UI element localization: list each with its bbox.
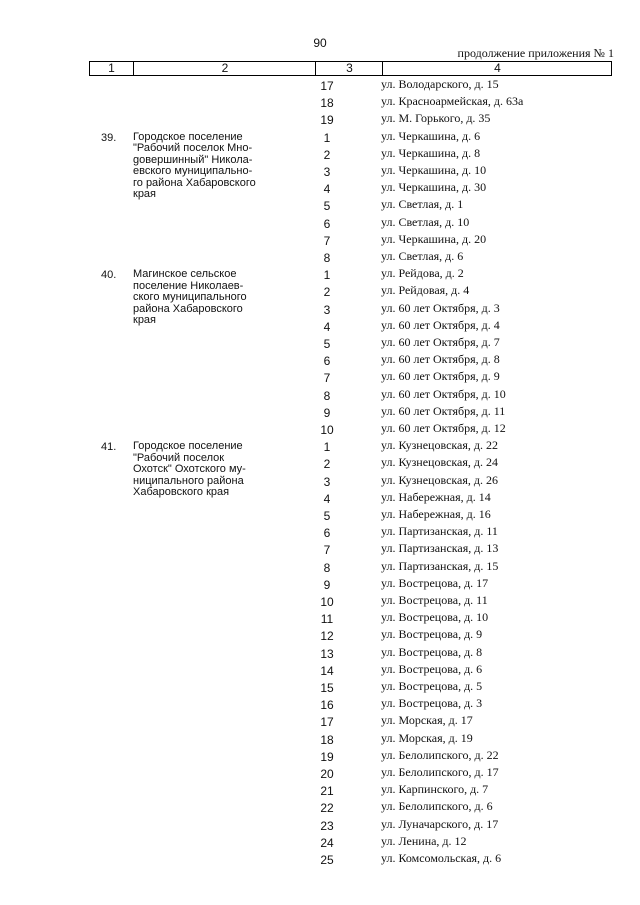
header-col-4: 4 xyxy=(382,62,612,75)
row-number: 6 xyxy=(323,216,331,231)
row-number: 2 xyxy=(323,147,331,162)
row-number: 23 xyxy=(320,818,334,833)
row-number: 4 xyxy=(323,491,331,506)
continuation-label: продолжение приложения № 1 xyxy=(457,46,614,60)
row-number: 8 xyxy=(323,560,331,575)
row-address: ул. Вострецова, д. 10 xyxy=(381,610,489,625)
row-address: ул. Светлая, д. 6 xyxy=(381,249,464,263)
row-number: 3 xyxy=(323,474,331,489)
table-row xyxy=(0,197,640,214)
row-number: 14 xyxy=(320,663,334,678)
table-row xyxy=(0,576,640,593)
row-number: 22 xyxy=(320,801,334,816)
table-row xyxy=(0,765,640,782)
row-number: 24 xyxy=(320,835,334,850)
row-number: 10 xyxy=(320,595,334,609)
row-address: ул. Володарского, д. 15 xyxy=(381,77,499,91)
row-address: ул. Вострецова, д. 9 xyxy=(381,627,483,642)
row-number: 4 xyxy=(323,182,331,197)
table-row xyxy=(0,215,640,232)
row-number: 10 xyxy=(320,423,334,437)
row-address: ул. Светлая, д. 10 xyxy=(381,214,470,229)
row-address: ул. 60 лет Октября, д. 10 xyxy=(381,386,506,401)
row-number: 21 xyxy=(320,784,334,799)
table-row xyxy=(0,473,640,490)
row-address: ул. Черкашина, д. 20 xyxy=(381,231,487,246)
row-address: ул. 60 лет Октября, д. 11 xyxy=(381,403,506,418)
table-row xyxy=(0,731,640,748)
row-number: 2 xyxy=(323,285,331,300)
table-row xyxy=(0,645,640,662)
table-row xyxy=(0,524,640,541)
row-number: 5 xyxy=(323,509,331,523)
row-number: 3 xyxy=(323,165,331,179)
row-address: ул. Морская, д. 17 xyxy=(381,713,473,728)
table-row xyxy=(0,507,640,524)
row-number: 17 xyxy=(320,715,334,730)
table-row xyxy=(0,696,640,713)
row-number: 7 xyxy=(323,371,331,386)
row-number: 4 xyxy=(323,319,331,334)
table-row xyxy=(0,163,640,180)
table-row xyxy=(0,111,640,128)
row-address: ул. Вострецова, д. 3 xyxy=(381,696,483,711)
table-row xyxy=(0,662,640,679)
row-address: ул. Рейдовая, д. 4 xyxy=(381,283,470,298)
row-address: ул. Морская, д. 19 xyxy=(381,730,473,745)
page-number: 90 xyxy=(313,36,327,50)
row-number: 1 xyxy=(323,130,331,145)
row-number: 19 xyxy=(320,749,334,764)
table-row xyxy=(0,129,640,146)
row-number: 1 xyxy=(323,268,331,283)
row-address: ул. 60 лет Октября, д. 8 xyxy=(381,352,500,367)
table-row xyxy=(0,438,640,455)
row-address: ул. 60 лет Октября, д. 9 xyxy=(381,369,500,384)
table-row xyxy=(0,713,640,730)
settlement-name: Городское поселение "Рабочий поселок Мно- gовершинный" Никола- евского муниципально- го района Хабаровского края xyxy=(133,130,256,201)
row-address: ул. Красноармейская, д. 63а xyxy=(381,94,524,109)
row-number: 1 xyxy=(323,440,331,455)
row-number: 19 xyxy=(320,113,334,128)
row-number: 6 xyxy=(323,526,331,541)
table-row xyxy=(0,387,640,404)
row-address: ул. 60 лет Октября, д. 3 xyxy=(381,300,500,315)
row-address: ул. Вострецова, д. 17 xyxy=(381,575,489,590)
row-address: ул. Кузнецовская, д. 26 xyxy=(381,472,498,487)
row-address: ул. Карпинского, д. 7 xyxy=(381,782,489,797)
row-number: 7 xyxy=(323,543,331,558)
table-row xyxy=(0,283,640,300)
table-row xyxy=(0,266,640,283)
row-number: 11 xyxy=(320,612,334,627)
row-address: ул. Кузнецовская, д. 24 xyxy=(381,455,498,470)
row-number: 3 xyxy=(323,302,331,317)
row-number: 9 xyxy=(323,405,331,420)
row-address: ул. М. Горького, д. 35 xyxy=(381,111,491,126)
row-address: ул. Вострецова, д. 11 xyxy=(381,593,488,607)
row-address: ул. 60 лет Октября, д. 7 xyxy=(381,335,500,349)
table-row xyxy=(0,318,640,335)
row-number: 16 xyxy=(320,698,334,713)
row-number: 7 xyxy=(323,233,331,248)
table-row xyxy=(0,335,640,352)
table-row xyxy=(0,146,640,163)
row-number: 20 xyxy=(320,767,334,781)
table-row xyxy=(0,782,640,799)
row-number: 9 xyxy=(323,577,331,592)
row-address: ул. Партизанская, д. 15 xyxy=(381,558,499,573)
row-address: ул. Набережная, д. 14 xyxy=(381,489,491,504)
row-address: ул. 60 лет Октября, д. 4 xyxy=(381,317,500,332)
row-address: ул. Партизанская, д. 11 xyxy=(381,524,498,539)
settlement-name: Магинское сельское поселение Николаев- ского муниципального района Хабаровского края xyxy=(133,268,247,327)
row-address: ул. Партизанская, д. 13 xyxy=(381,541,499,556)
row-number: 6 xyxy=(323,354,331,369)
settlement-name: Городское поселение "Рабочий поселок Охотск" Охотского му- ниципального района Хабаровского края xyxy=(133,440,246,499)
row-address: ул. Черкашина, д. 8 xyxy=(381,145,481,160)
row-address: ул. Вострецова, д. 5 xyxy=(381,679,483,693)
settlement-number: 40. xyxy=(101,269,117,282)
row-address: ул. Ленина, д. 12 xyxy=(381,833,467,848)
row-address: ул. Комсомольская, д. 6 xyxy=(381,851,502,865)
settlement-number: 39. xyxy=(101,131,117,144)
table-row xyxy=(0,559,640,576)
row-number: 8 xyxy=(323,388,331,403)
row-number: 25 xyxy=(320,853,334,867)
table-row xyxy=(0,748,640,765)
row-number: 12 xyxy=(320,629,334,644)
settlement-number: 41. xyxy=(101,441,117,454)
header-col-1: 1 xyxy=(108,61,115,75)
row-address: ул. Черкашина, д. 10 xyxy=(381,163,487,177)
table-row xyxy=(0,421,640,438)
row-address: ул. Кузнецовская, д. 22 xyxy=(381,438,498,453)
row-number: 2 xyxy=(323,457,331,472)
table-row xyxy=(0,455,640,472)
row-address: ул. 60 лет Октября, д. 12 xyxy=(381,421,506,435)
row-address: ул. Набережная, д. 16 xyxy=(381,507,491,521)
table-row xyxy=(0,490,640,507)
table-row xyxy=(0,541,640,558)
table-row xyxy=(0,77,640,94)
table-row xyxy=(0,232,640,249)
row-number: 15 xyxy=(320,681,334,695)
row-address: ул. Вострецова, д. 8 xyxy=(381,644,483,659)
row-address: ул. Черкашина, д. 30 xyxy=(381,180,487,195)
row-address: ул. Луначарского, д. 17 xyxy=(381,816,499,831)
table-header xyxy=(89,61,612,76)
table-row xyxy=(0,834,640,851)
table-row xyxy=(0,404,640,421)
row-address: ул. Вострецова, д. 6 xyxy=(381,661,483,676)
row-address: ул. Рейдова, д. 2 xyxy=(381,266,464,281)
row-number: 18 xyxy=(320,96,334,111)
table-row xyxy=(0,352,640,369)
row-number: 8 xyxy=(323,251,331,265)
row-address: ул. Белолипского, д. 22 xyxy=(381,747,499,762)
table-row xyxy=(0,249,640,266)
row-address: ул. Черкашина, д. 6 xyxy=(381,128,481,143)
row-address: ул. Светлая, д. 1 xyxy=(381,197,464,212)
table-row xyxy=(0,180,640,197)
row-number: 18 xyxy=(320,732,334,747)
header-col-3: 3 xyxy=(315,62,383,75)
row-number: 17 xyxy=(320,79,334,93)
table-row xyxy=(0,593,640,610)
row-address: ул. Белолипского, д. 17 xyxy=(381,765,499,779)
table-row xyxy=(0,627,640,644)
table-row xyxy=(0,851,640,868)
header-col-2: 2 xyxy=(133,62,316,75)
table-row xyxy=(0,94,640,111)
row-address: ул. Белолипского, д. 6 xyxy=(381,799,493,814)
table-row xyxy=(0,817,640,834)
row-number: 13 xyxy=(320,646,334,661)
table-row xyxy=(0,301,640,318)
table-row xyxy=(0,610,640,627)
table-row xyxy=(0,679,640,696)
table-row xyxy=(0,369,640,386)
row-number: 5 xyxy=(323,199,331,214)
table-row xyxy=(0,799,640,816)
row-number: 5 xyxy=(323,337,331,351)
